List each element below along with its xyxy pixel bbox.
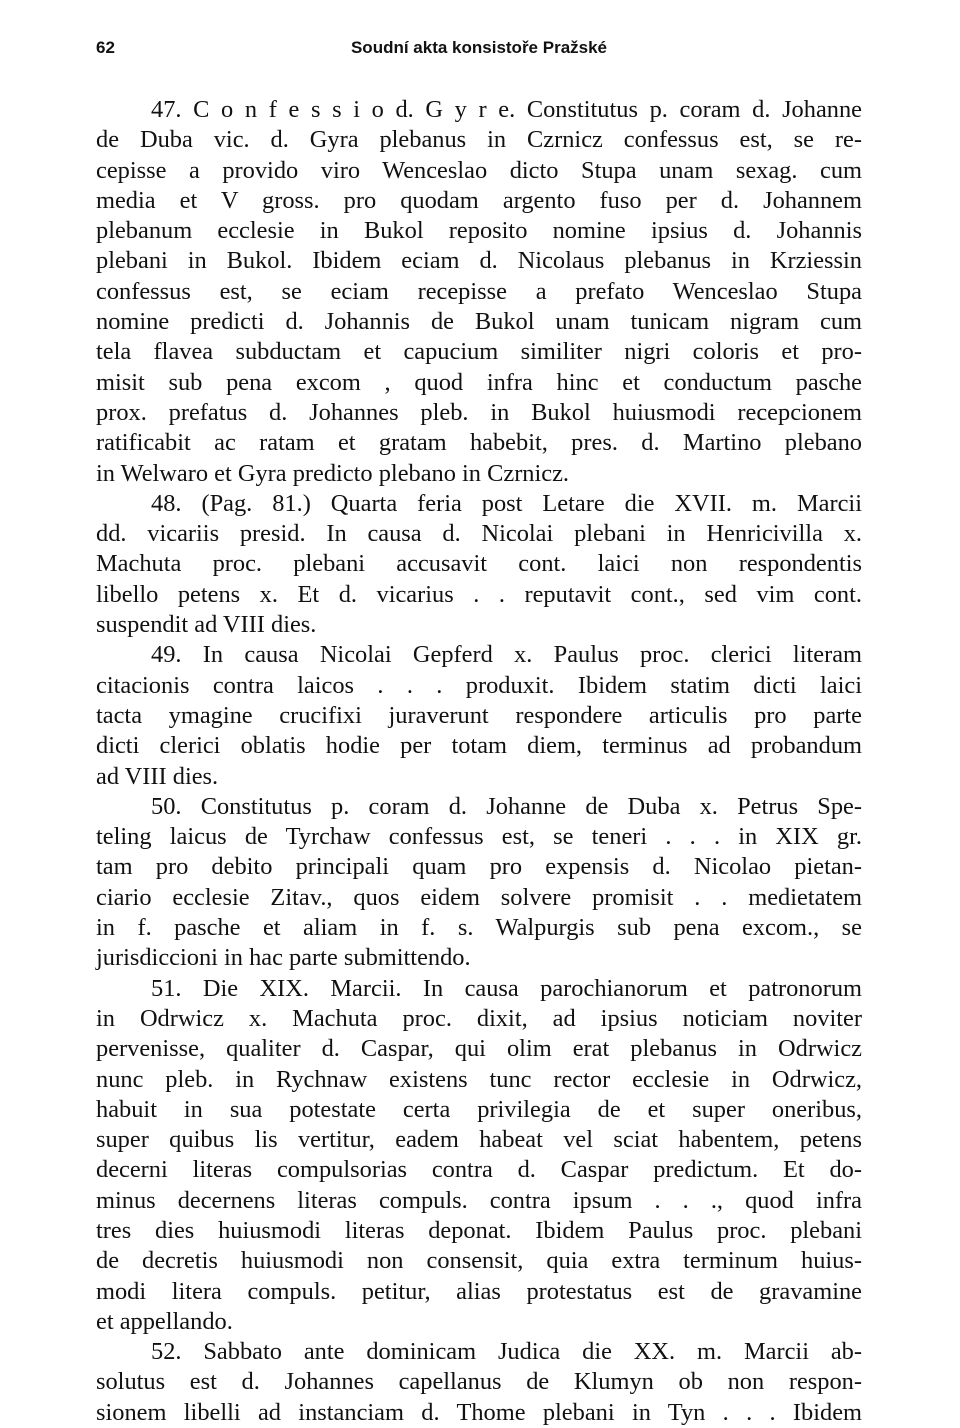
text-line: in Welwaro et Gyra predicto plebano in Czrnicz. — [96, 459, 570, 487]
text-line: minus decernens literas compuls. contra ipsum . . ., quod infra — [96, 1186, 862, 1214]
text-line: super quibus lis vertitur, eadem habeat vel sciat habentem, petens — [96, 1126, 862, 1154]
text-line: ratificabit ac ratam et gratam habebit, pres. d. Martino plebano — [96, 429, 862, 457]
text-line: jurisdiccioni in hac parte submittendo. — [96, 944, 471, 972]
text-line: ad VIII dies. — [96, 762, 219, 790]
text-line: de decretis huiusmodi non consensit, quia extra terminum huius- — [96, 1247, 862, 1275]
text-line: in Odrwicz x. Machuta proc. dixit, ad ipsius noticiam noviter — [96, 1004, 862, 1032]
text-line: teling laicus de Tyrchaw confessus est, se teneri . . . in XIX gr. — [96, 823, 862, 851]
text-line: in f. pasche et aliam in f. s. Walpurgis sub pena excom., se — [96, 914, 862, 942]
text-line: sionem libelli ad instanciam d. Thome plebani in Tyn . . . Ibidem — [96, 1398, 862, 1426]
text-line: tres dies huiusmodi literas deponat. Ibidem Paulus proc. plebani — [96, 1216, 862, 1244]
running-title: Soudní akta konsistoře Pražské — [350, 38, 608, 57]
text-line: ciario ecclesie Zitav., quos eidem solvere promisit . . medietatem — [96, 883, 862, 911]
text-line: prox. prefatus d. Johannes pleb. in Bukol huiusmodi recepcionem — [96, 398, 862, 426]
text-line: habuit in sua potestate certa privilegia de et super oneribus, — [96, 1095, 862, 1123]
text-line: media et V gross. pro quodam argento fuso per d. Johannem — [96, 186, 862, 214]
text-line-entry-50: 50. Constitutus p. coram d. Johanne de Duba x. Petrus Spe- — [151, 792, 862, 820]
page-number: 62 — [96, 38, 115, 57]
text-line: Machuta proc. plebani accusavit cont. laici non respondentis — [96, 550, 862, 578]
text-line: citacionis contra laicos . . . produxit. Ibidem statim dicti laici — [96, 671, 862, 699]
text-line: decerni literas compulsorias contra d. Caspar predictum. Et do- — [96, 1156, 862, 1184]
text-line: confessus est, se eciam recepisse a prefato Wenceslao Stupa — [96, 277, 862, 305]
running-head — [96, 38, 862, 62]
text-line: plebanum ecclesie in Bukol reposito nomine ipsius d. Johannis — [96, 217, 862, 245]
text-line: dicti clerici oblatis hodie per totam diem, terminus ad probandum — [96, 732, 862, 760]
text-line-entry-49: 49. In causa Nicolai Gepferd x. Paulus proc. clerici literam — [151, 641, 862, 669]
text-line: misit sub pena excom , quod infra hinc et conductum pasche — [96, 368, 862, 396]
text-line-entry-52: 52. Sabbato ante dominicam Judica die XX. m. Marcii ab- — [151, 1338, 862, 1366]
text-line: libello petens x. Et d. vicarius . . reputavit cont., sed vim cont. — [96, 580, 862, 608]
text-line: nomine predicti d. Johannis de Bukol unam tunicam nigram cum — [96, 308, 862, 336]
text-line: dd. vicariis presid. In causa d. Nicolai plebani in Henricivilla x. — [96, 520, 862, 548]
text-line: tela flavea subductam et capucium similiter nigri coloris et pro- — [96, 338, 862, 366]
text-line: et appellando. — [96, 1307, 233, 1335]
text-line: nunc pleb. in Rychnaw existens tunc rector ecclesie in Odrwicz, — [96, 1065, 862, 1093]
text-line-entry-51: 51. Die XIX. Marcii. In causa parochianorum et patronorum — [151, 974, 862, 1002]
text-line: pervenisse, qualiter d. Caspar, qui olim erat plebanus in Odrwicz — [96, 1035, 862, 1063]
text-line: solutus est d. Johannes capellanus de Klumyn ob non respon- — [96, 1368, 862, 1396]
text-line: tacta ymagine crucifixi juraverunt respondere articulis pro parte — [96, 701, 862, 729]
text-line: cepisse a provido viro Wenceslao dicto Stupa unam sexag. cum — [96, 156, 862, 184]
text-line: tam pro debito principali quam pro expensis d. Nicolao pietan- — [96, 853, 862, 881]
text-line: modi litera compuls. petitur, alias protestatus est de gravamine — [96, 1277, 862, 1305]
body-text — [96, 95, 862, 1428]
text-line: suspendit ad VIII dies. — [96, 611, 317, 639]
text-line: plebani in Bukol. Ibidem eciam d. Nicolaus plebanus in Krziessin — [96, 247, 862, 275]
text-line-entry-47: 47. C o n f e s s i o d. G y r e. Constitutus p. coram d. Johanne — [151, 96, 862, 123]
text-line-entry-48: 48. (Pag. 81.) Quarta feria post Letare die XVII. m. Marcii — [151, 489, 862, 517]
text-line: de Duba vic. d. Gyra plebanus in Czrnicz confessus est, se re- — [96, 126, 862, 154]
